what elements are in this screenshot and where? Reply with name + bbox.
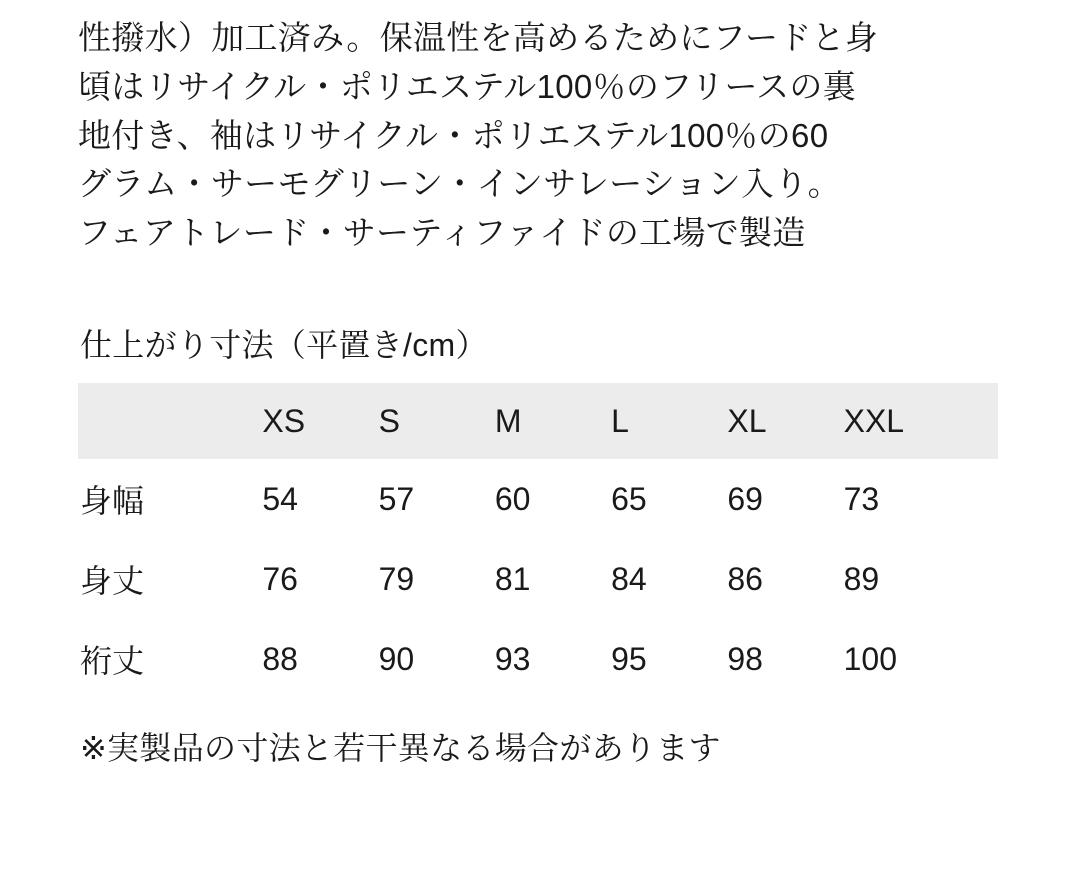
size-chart-heading: 仕上がり寸法（平置き/cm） <box>80 327 488 364</box>
size-chart-table <box>78 383 998 699</box>
table-cell: 79 <box>361 539 477 619</box>
table-row-label: 裄丈 <box>78 619 244 699</box>
table-cell: 54 <box>244 459 360 539</box>
table-cell: 98 <box>709 619 825 699</box>
description-line: 地付き、袖はリサイクル・ポリエステル100％の60 <box>78 116 829 154</box>
table-cell: 84 <box>593 539 709 619</box>
table-cell: 90 <box>361 619 477 699</box>
table-column-header: XL <box>709 383 825 459</box>
table-body <box>78 459 998 699</box>
table-column-header: XXL <box>826 383 998 459</box>
table-cell: 86 <box>709 539 825 619</box>
table-cell: 88 <box>244 619 360 699</box>
table-column-header: S <box>361 383 477 459</box>
table-corner-cell <box>78 383 244 459</box>
table-cell: 100 <box>826 619 998 699</box>
table-cell: 89 <box>826 539 998 619</box>
table-cell: 93 <box>477 619 593 699</box>
table-cell: 95 <box>593 619 709 699</box>
table-cell: 81 <box>477 539 593 619</box>
table-cell: 69 <box>709 459 825 539</box>
description-line: 性撥水）加工済み。保温性を高めるためにフードと身 <box>78 19 879 56</box>
table-cell: 60 <box>477 459 593 539</box>
table-row-label: 身幅 <box>78 459 244 539</box>
table-column-header: XS <box>244 383 360 459</box>
description-line: 頃はリサイクル・ポリエステル100％のフリースの裏 <box>78 67 856 105</box>
description-line: フェアトレード・サーティファイドの工場で製造 <box>78 214 806 252</box>
table-cell: 73 <box>826 459 998 539</box>
size-chart-footnote: ※実製品の寸法と若干異なる場合があります <box>80 730 721 767</box>
table-row <box>78 459 998 539</box>
table-header <box>78 383 998 459</box>
product-description <box>78 14 1008 258</box>
table-header-row <box>78 383 998 459</box>
table-column-header: M <box>477 383 593 459</box>
table-cell: 76 <box>244 539 360 619</box>
description-line: グラム・サーモグリーン・インサレーション入り。 <box>78 165 841 203</box>
table-cell: 65 <box>593 459 709 539</box>
table-row <box>78 539 998 619</box>
table-column-header: L <box>593 383 709 459</box>
section-spacer <box>78 258 1008 324</box>
table-row-label: 身丈 <box>78 539 244 619</box>
table-cell: 57 <box>361 459 477 539</box>
table-row <box>78 619 998 699</box>
